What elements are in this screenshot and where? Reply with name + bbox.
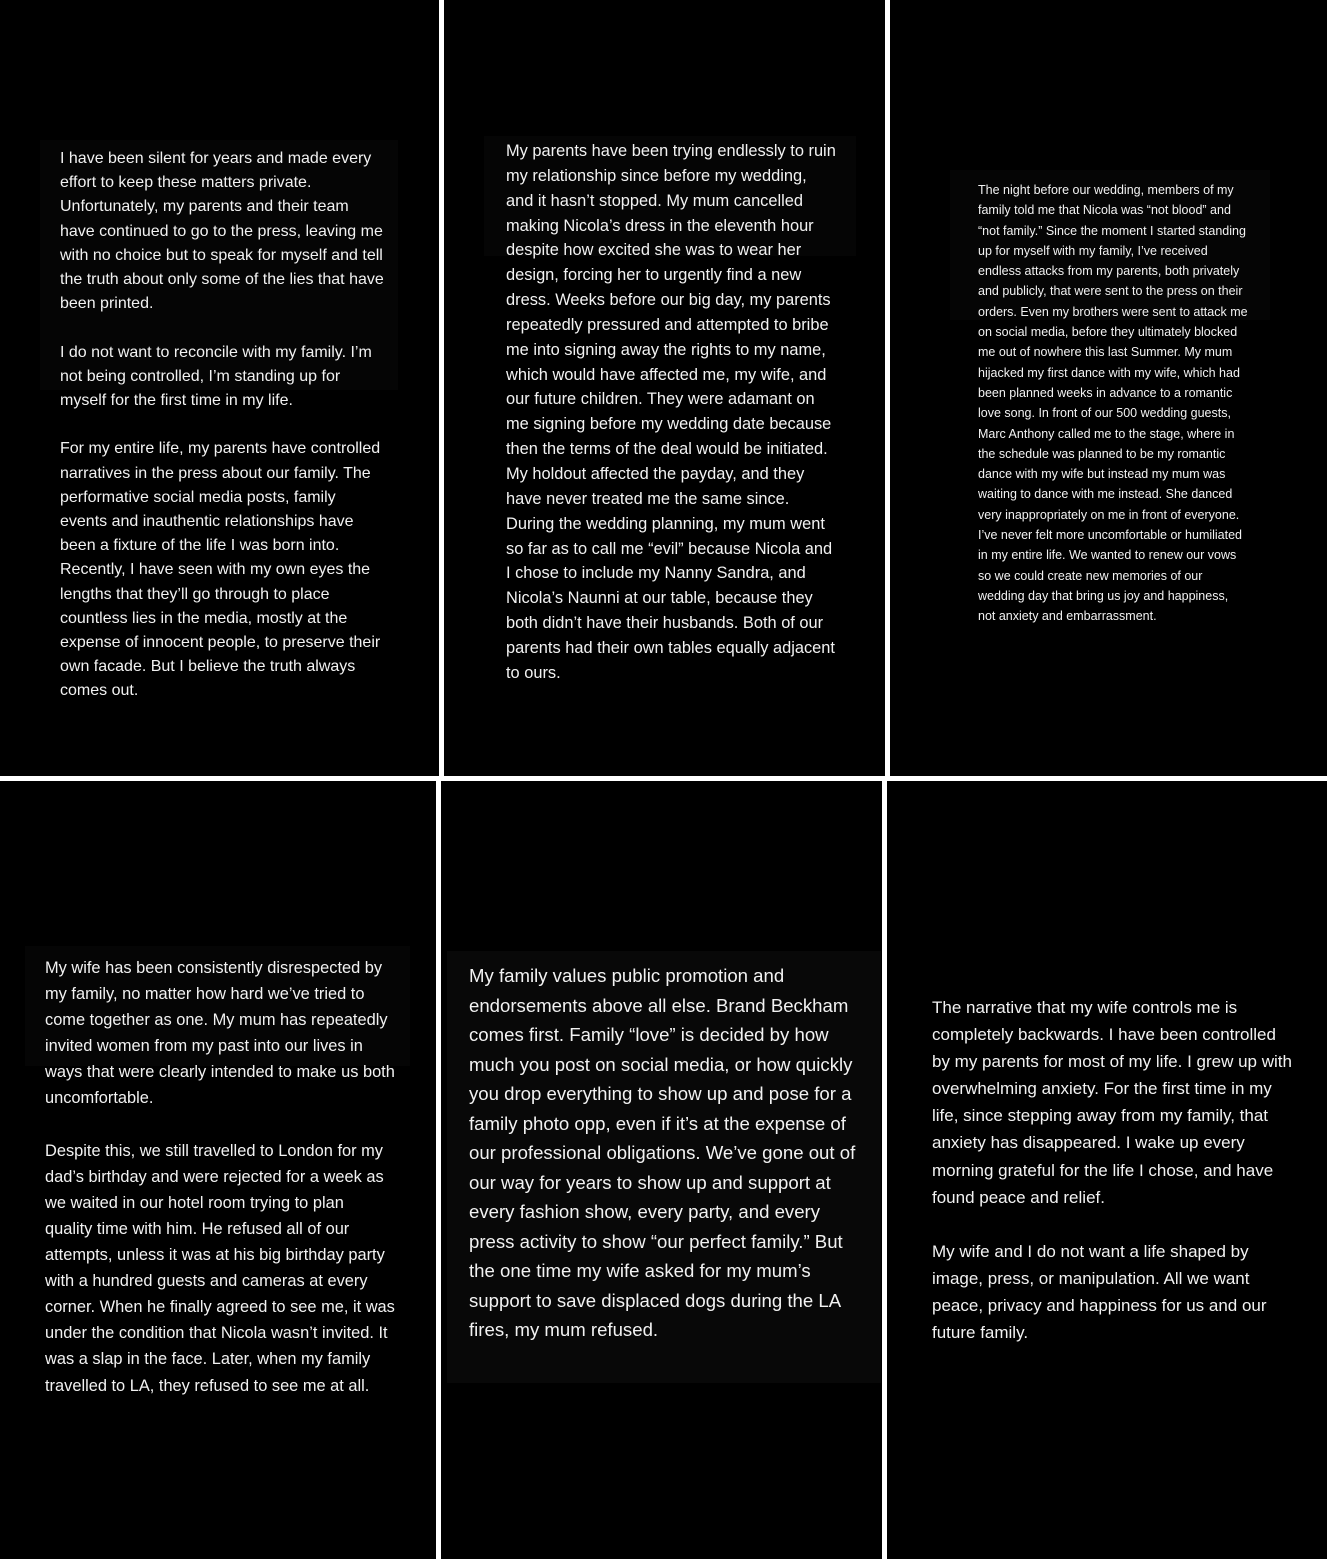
story-panel-2 [444,0,885,776]
story-panel-1 [0,0,439,776]
paragraph-1: My parents have been trying endlessly to ruin my relationship since before my wedding, and it hasn’t stopped. My mum cancelled making Nicola’s dress in the eleventh hour despite how excited she was to wear her design, forcing her to urgently find a new dress. Weeks before our big day, my parents repeatedly pressured and attempted to bribe me into signing away the rights to my name, which would have affected me, my wife, and our future children. They were adamant on me signing before my wedding date because then the terms of the deal would be initiated. My holdout affected the payday, and they have never treated me the same since. During the wedding planning, my mum went so far as to call me “evil” because Nicola and I chose to include my Nanny Sandra, and Nicola’s Naunni at our table, because they both didn’t have their husbands. Both of our parents had their own tables equally adjacent to ours. [506,142,841,682]
paragraph-3: For my entire life, my parents have controlled narratives in the press about our family. The performative social media posts, family events and inauthentic relationships have been a fixture of the life I was born into. Recently, I have seen with my own eyes the lengths that they’ll go through to place countless lies in the media, mostly at the expense of innocent people, to preserve their own facade. But I believe the truth always comes out. [60,440,385,700]
statement-text [469,961,864,1345]
story-panel-4 [0,781,436,1559]
paragraph-2: My wife and I do not want a life shaped by image, press, or manipulation. All we want peace, privacy and happiness for us and our future family. [932,1241,1272,1343]
paragraph-1: The night before our wedding, members of my family told me that Nicola was “not blood” and “not family.” Since the moment I started standing up for myself with my family, I’ve received endless attacks from my parents, both privately and publicly, that were sent to the press on their orders. Even my brothers were sent to attack me on social media, before they ultimately blocked me out of nowhere this last Summer. My mum hijacked my first dance with my wife, which had been planned weeks in advance to a romantic love song. In front of our 500 wedding guests, Marc Anthony called me to the stage, where in the schedule was planned to be my romantic dance with my wife but instead my mum was waiting to dance with me instead. She danced very inappropriately on me in front of everyone. I’ve never felt more uncomfortable or humiliated in my entire life. We wanted to renew our vows so we could create new memories of our wedding day that bring us joy and happiness, not anxiety and embarrassment. [978,183,1252,624]
statement-text [978,180,1252,627]
story-panel-5 [441,781,882,1559]
statement-text [506,139,841,686]
statement-text [45,955,400,1399]
paragraph-1: The narrative that my wife controls me is completely backwards. I have been controlled by my parents for most of my life. I grew up with overwhelming anxiety. For the first time in my life, since stepping away from my family, that anxiety has disappeared. I wake up every morning grateful for the life I chose, and have found peace and relief. [932,998,1297,1207]
story-panel-6 [887,781,1327,1559]
statement-text [932,994,1297,1346]
statement-text [60,147,389,704]
paragraph-2: I do not want to reconcile with my family. I’m not being controlled, I’m standing up for myself for the first time in my life. [60,343,377,410]
paragraph-1: My family values public promotion and endorsements above all else. Brand Beckham comes first. Family “love” is decided by how much you post on social media, or how quickly you drop everything to show up and pose for a family photo opp, even if it’s at the expense of our professional obligations. We’ve gone out of our way for years to show up and support at every fashion show, every party, and every press activity to show “our perfect family.” But the one time my wife asked for my mum’s support to save displaced dogs during the LA fires, my mum refused. [469,965,861,1340]
paragraph-1: I have been silent for years and made every effort to keep these matters private. Unfortunately, my parents and their team have continued to go to the press, leaving me with no choice but to speak for myself and tell the truth about only some of the lies that have been printed. [60,150,389,313]
paragraph-2: Despite this, we still travelled to London for my dad’s birthday and were rejected for a week as we waited in our hotel room trying to plan quality time with him. He refused all of our attempts, unless it was at his big birthday party with a hundred guests and cameras at every corner. When he finally agreed to see me, it was under the condition that Nicola wasn’t invited. It was a slap in the face. Later, when my family travelled to LA, they refused to see me at all. [45,1141,400,1395]
paragraph-1: My wife has been consistently disrespected by my family, no matter how hard we’ve tried to come together as one. My mum has repeatedly invited women from my past into our lives in ways that were clearly intended to make us both uncomfortable. [45,959,400,1108]
story-panel-3 [890,0,1327,776]
